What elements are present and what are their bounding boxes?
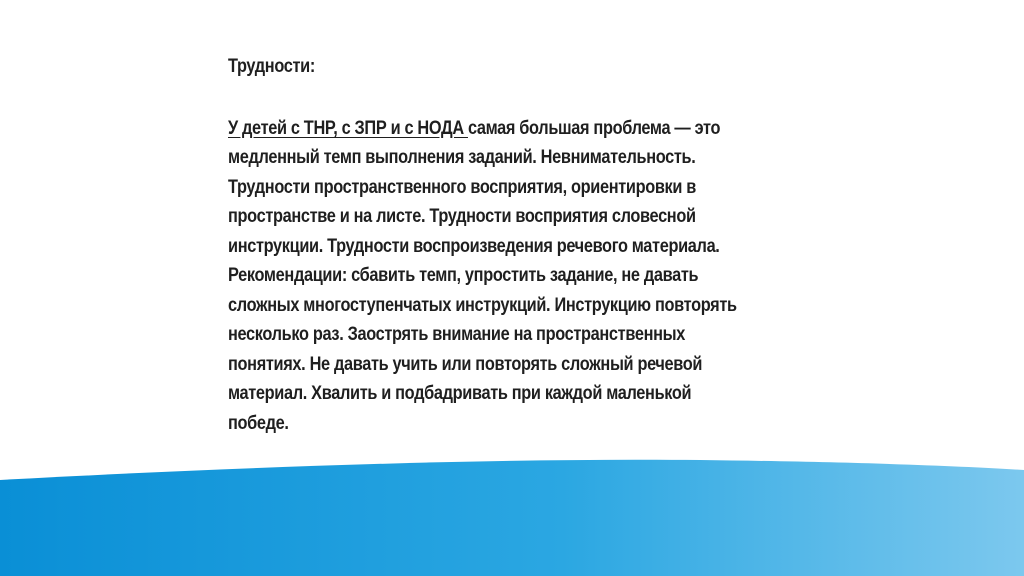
body-line: Рекомендации: сбавить темп, упростить задание, не давать xyxy=(228,265,699,286)
body-line: самая большая проблема — это xyxy=(467,117,721,139)
slide-heading: Трудности: xyxy=(228,56,315,77)
wave-shape xyxy=(0,460,1024,576)
body-line: победе. xyxy=(228,412,289,434)
slide-body xyxy=(228,114,796,439)
body-line: несколько раз. Заострять внимание на пространственных xyxy=(228,324,685,345)
text-block xyxy=(228,52,796,438)
body-line-first xyxy=(228,114,796,144)
body-line: понятиях. Не давать учить или повторять сложный речевой xyxy=(228,353,703,375)
body-line: Трудности пространственного восприятия, ориентировки в xyxy=(228,176,697,198)
body-line: пространстве и на листе. Трудности восприятия словесной xyxy=(228,206,696,227)
body-line: медленный темп выполнения заданий. Невнимательность. xyxy=(228,147,696,168)
underlined-lead: У детей с ТНР, с ЗПР и с НОДА xyxy=(228,117,468,139)
body-line: инструкции. Трудности воспроизведения речевого материала. xyxy=(228,235,720,257)
body-line: сложных многоступенчатых инструкций. Инструкцию повторять xyxy=(228,294,737,316)
body-line: материал. Хвалить и подбадривать при каждой маленькой xyxy=(228,383,692,404)
